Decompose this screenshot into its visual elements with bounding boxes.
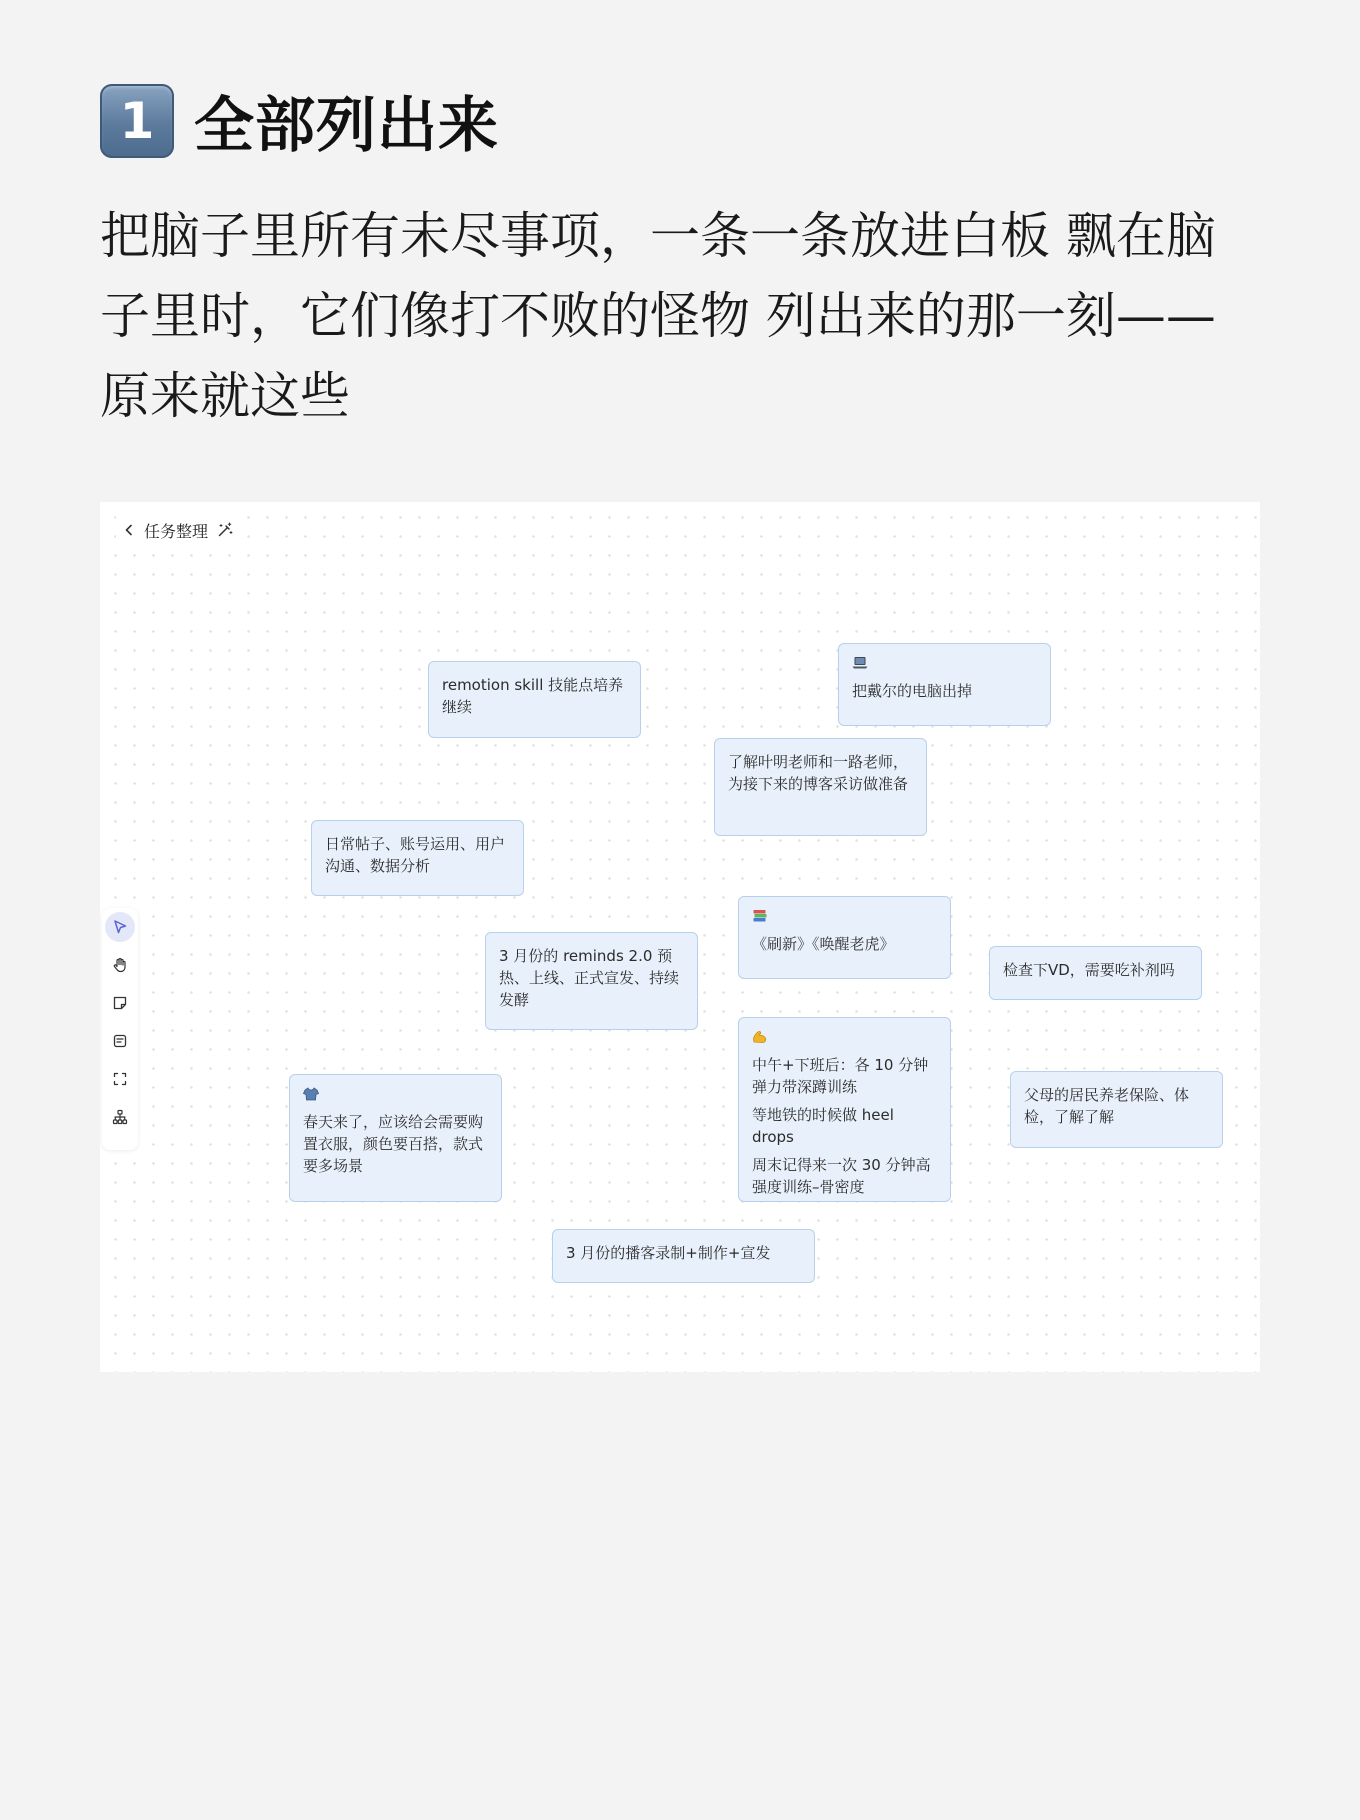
books-icon [752, 909, 937, 927]
heading [100, 84, 499, 161]
note-reminds[interactable] [485, 932, 698, 1030]
note-dell-laptop[interactable] [838, 643, 1051, 726]
page-title: 全部列出来 [194, 91, 499, 161]
note-daily-posts[interactable] [311, 820, 524, 896]
note-text: 日常帖子、账号运用、用户沟通、数据分析 [325, 835, 506, 875]
note-text: 3 月份的播客录制+制作+宣发 [566, 1244, 771, 1262]
mindmap-icon[interactable] [105, 1102, 135, 1132]
note-text: 检查下VD，需要吃补剂吗 [1003, 961, 1175, 979]
note-text: remotion skill 技能点培养继续 [442, 676, 624, 716]
note-list-icon[interactable] [105, 1026, 135, 1056]
note-vd-check[interactable] [989, 946, 1202, 1000]
note-spring-clothes[interactable] [289, 1074, 502, 1202]
note-line: 周末记得来一次 30 分钟高强度训练–骨密度 [752, 1156, 931, 1196]
magic-wand-icon[interactable] [214, 519, 236, 541]
keycap-number-badge: 1 [100, 84, 174, 158]
board-title: 任务整理 [144, 521, 209, 541]
note-text: 3 月份的 reminds 2.0 预热、上线、正式宣发、持续发酵 [499, 947, 680, 1009]
note-line: 中午+下班后：各 10 分钟弹力带深蹲训练 [752, 1056, 929, 1096]
note-text: 春天来了，应该给会需要购置衣服，颜色要百搭，款式要多场景 [303, 1113, 484, 1175]
note-remotion[interactable] [428, 661, 641, 738]
note-parents-insurance[interactable] [1010, 1071, 1223, 1148]
left-toolbar [102, 908, 138, 1150]
note-text: 了解叶明老师和一路老师，为接下来的博客采访做准备 [728, 753, 909, 793]
note-teachers-interview[interactable] [714, 738, 927, 836]
frame-icon[interactable] [105, 1064, 135, 1094]
whiteboard-canvas[interactable] [100, 502, 1260, 1372]
chevron-left-icon[interactable] [116, 517, 142, 543]
note-books[interactable] [738, 896, 951, 979]
description-text: 把脑子里所有未尽事项，一条一条放进白板 飘在脑子里时，它们像打不败的怪物 列出来的那一刻——原来就这些 [100, 207, 1216, 425]
laptop-icon [852, 656, 1037, 674]
board-header [116, 516, 240, 544]
note-podcast[interactable] [552, 1229, 815, 1283]
note-exercise[interactable] [738, 1017, 951, 1202]
note-text: 把戴尔的电脑出掉 [852, 682, 973, 700]
note-line: 等地铁的时候做 heel drops [752, 1106, 894, 1146]
sticky-note-icon[interactable] [105, 988, 135, 1018]
note-text: 父母的居民养老保险、体检，了解了解 [1024, 1086, 1190, 1126]
note-text: 《刷新》《唤醒老虎》 [752, 935, 895, 953]
flexed-biceps-icon [752, 1030, 937, 1048]
clothes-icon [303, 1087, 488, 1105]
select-pointer-icon[interactable] [105, 912, 135, 942]
hand-icon[interactable] [105, 950, 135, 980]
